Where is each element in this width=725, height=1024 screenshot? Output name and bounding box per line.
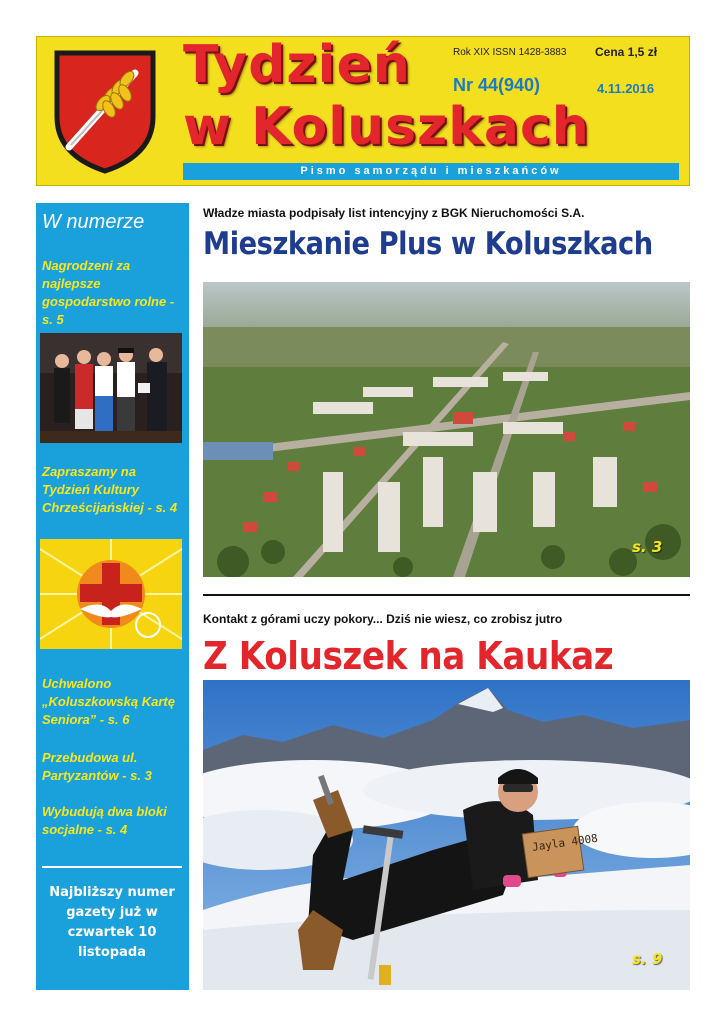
sidebar-item-awards[interactable]: Nagrodzeni za najlepsze gospodarstwo rolne - s. 5 <box>42 258 175 327</box>
sidebar-item-culture-week[interactable]: Zapraszamy na Tydzień Kultury Chrześcijańskiej - s. 4 <box>42 464 178 515</box>
tagline-bar: Pismo samorządu i mieszkańców <box>183 163 679 180</box>
story2-headline[interactable]: Z Koluszek na Kaukaz <box>203 634 614 678</box>
story1-kicker: Władze miasta podpisały list intencyjny z BGK Nieruchomości S.A. <box>203 206 585 220</box>
issue-number: Nr 44(940) <box>453 75 541 95</box>
sidebar-item-social-housing[interactable]: Wybudują dwa bloki socjalne - s. 4 <box>42 804 167 837</box>
sidebar-divider <box>42 866 182 868</box>
masthead <box>36 36 690 186</box>
masthead-title-line2: w Koluszkach <box>183 97 590 157</box>
sidebar-item-senior-card[interactable]: Uchwalono „Koluszkowską Kartę Seniora” - s. 6 <box>42 676 175 727</box>
issn-label: Rok XIX ISSN 1428-3883 <box>453 47 567 58</box>
masthead-title-line1: Tydzień <box>183 35 411 95</box>
sidebar-item-partyzantow-street[interactable]: Przebudowa ul. Partyzantów - s. 3 <box>42 750 152 783</box>
culture-week-poster <box>40 539 182 649</box>
issue-date: 4.11.2016 <box>597 81 655 96</box>
price-label: Cena 1,5 zł <box>595 45 658 59</box>
sidebar-in-this-issue <box>36 203 189 990</box>
aerial-town-photo <box>203 282 690 577</box>
next-issue-notice: Najbliższy numer gazety już w czwartek 10 listopada <box>49 885 175 960</box>
section-divider <box>203 594 690 596</box>
story1-headline[interactable]: Mieszkanie Plus w Koluszkach <box>203 226 653 262</box>
summit-sign-text: Jayla 4008 <box>531 831 599 854</box>
story2-page-ref[interactable]: s. 9 <box>632 950 663 968</box>
coat-of-arms-icon <box>51 47 159 175</box>
sidebar-heading: W numerze <box>42 211 145 233</box>
awards-photo <box>40 333 182 443</box>
story2-kicker: Kontakt z górami uczy pokory... Dziś nie wiesz, co zrobisz jutro <box>203 612 563 626</box>
mountain-climber-photo <box>203 680 690 990</box>
story1-page-ref[interactable]: s. 3 <box>632 538 663 556</box>
